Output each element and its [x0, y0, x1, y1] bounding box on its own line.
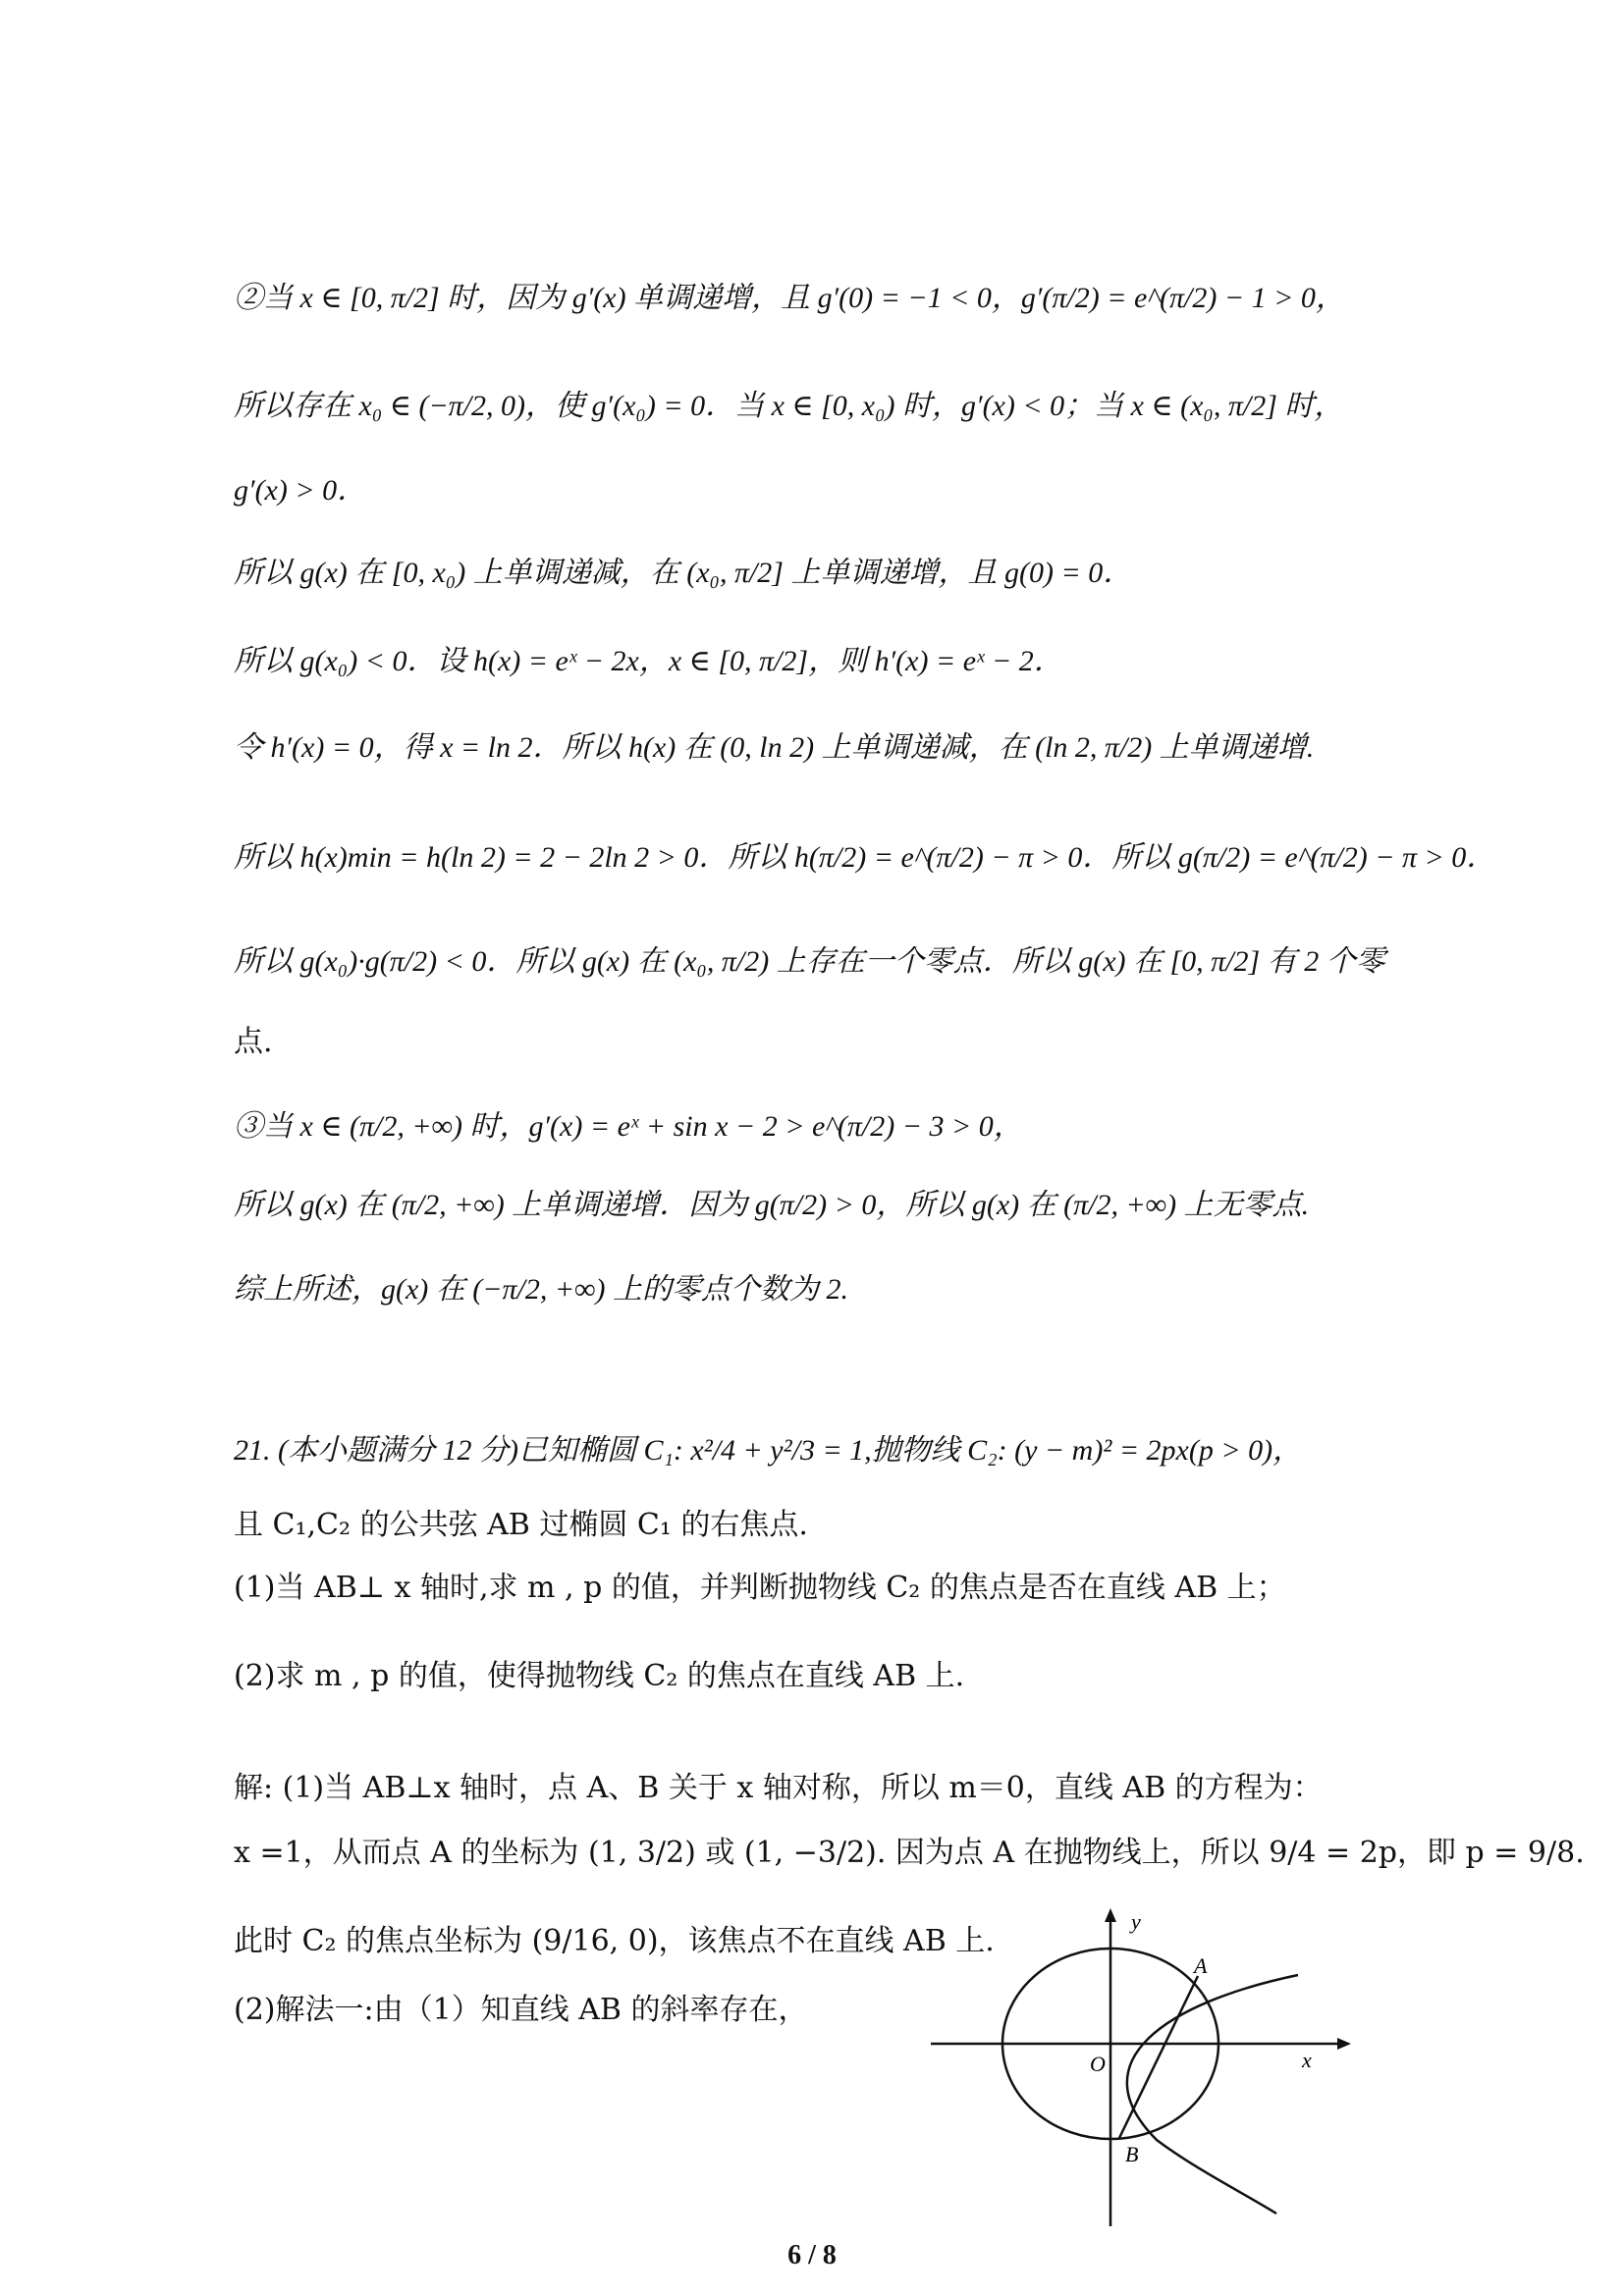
- question-21-part-2: (2)求 m , p 的值，使得抛物线 C₂ 的焦点在直线 AB 上.: [234, 1659, 965, 1693]
- text-line-1: ②当 x ∈ [0, π/2] 时，因为 g′(x) 单调递增，且 g′(0) = −1 < 0，g′(π/2) = e^(π/2) − 1 > 0，: [234, 282, 1345, 314]
- solution-line-1: 解: (1)当 AB⊥x 轴时，点 A、B 关于 x 轴对称，所以 m＝0，直线 AB 的方程为：: [234, 1771, 1323, 1805]
- question-21-part-1: (1)当 AB⊥ x 轴时,求 m , p 的值，并判断抛物线 C₂ 的焦点是否在直线 AB 上；: [234, 1571, 1286, 1605]
- ellipse-parabola-figure: [931, 1904, 1353, 2228]
- text-line-7: 所以 h(x)min = h(ln 2) = 2 − 2ln 2 > 0．所以 h(π/2) = e^(π/2) − π > 0．所以 g(π/2) = e^(π/2) − π > 0．: [234, 841, 1496, 874]
- text-line-11: 所以 g(x) 在 (π/2, +∞) 上单调递增．因为 g(π/2) > 0，所以 g(x) 在 (π/2, +∞) 上无零点.: [234, 1189, 1310, 1221]
- page-number: 6 / 8: [787, 2240, 837, 2270]
- y-axis-arrow: [1105, 1908, 1116, 1922]
- point-a-label: A: [1194, 1953, 1208, 1978]
- text-line-4: 所以 g(x) 在 [0, x₀) 上单调递减，在 (x₀, π/2] 上单调递增，且 g(0) = 0．: [234, 557, 1133, 589]
- x-axis-label: x: [1302, 2048, 1312, 2072]
- solution-line-3: 此时 C₂ 的焦点坐标为 (9/16, 0)，该焦点不在直线 AB 上.: [234, 1924, 995, 1958]
- text-line-5: 所以 g(x₀) < 0．设 h(x) = eˣ − 2x，x ∈ [0, π/2]，则 h′(x) = eˣ − 2．: [234, 645, 1063, 677]
- chord-ab: [1119, 1976, 1198, 2138]
- text-line-10: ③当 x ∈ (π/2, +∞) 时，g′(x) = eˣ + sin x − 2 > e^(π/2) − 3 > 0，: [234, 1110, 1023, 1143]
- solution-line-2: x =1，从而点 A 的坐标为 (1, 3/2) 或 (1, −3/2). 因为点 A 在抛物线上，所以 9/4 = 2p，即 p = 9/8.: [234, 1836, 1585, 1870]
- origin-label: O: [1090, 2052, 1106, 2076]
- x-axis-arrow: [1337, 2038, 1351, 2050]
- question-21: 21. (本小题满分 12 分)已知椭圆 C₁: x²/4 + y²/3 = 1,抛物线 C₂: (y − m)² = 2px(p > 0)，: [234, 1434, 1303, 1467]
- point-b-label: B: [1125, 2142, 1139, 2166]
- question-21-line-2: 且 C₁,C₂ 的公共弦 AB 过椭圆 C₁ 的右焦点.: [234, 1508, 808, 1542]
- text-line-6: 令 h′(x) = 0，得 x = ln 2．所以 h(x) 在 (0, ln 2) 上单调递减，在 (ln 2, π/2) 上单调递增.: [234, 731, 1315, 764]
- text-line-12: 综上所述，g(x) 在 (−π/2, +∞) 上的零点个数为 2.: [234, 1273, 849, 1306]
- y-axis-label: y: [1131, 1909, 1141, 1934]
- solution-line-4: (2)解法一:由（1）知直线 AB 的斜率存在，: [234, 1993, 808, 2027]
- text-line-8: 所以 g(x₀)·g(π/2) < 0．所以 g(x) 在 (x₀, π/2) 上存在一个零点．所以 g(x) 在 [0, π/2] 有 2 个零: [234, 945, 1385, 978]
- text-line-3: g′(x) > 0．: [234, 474, 367, 507]
- text-line-2: 所以存在 x₀ ∈ (−π/2, 0)，使 g′(x₀) = 0．当 x ∈ [0, x₀) 时，g′(x) < 0；当 x ∈ (x₀, π/2] 时，: [234, 390, 1344, 422]
- text-line-9: 点.: [234, 1025, 273, 1059]
